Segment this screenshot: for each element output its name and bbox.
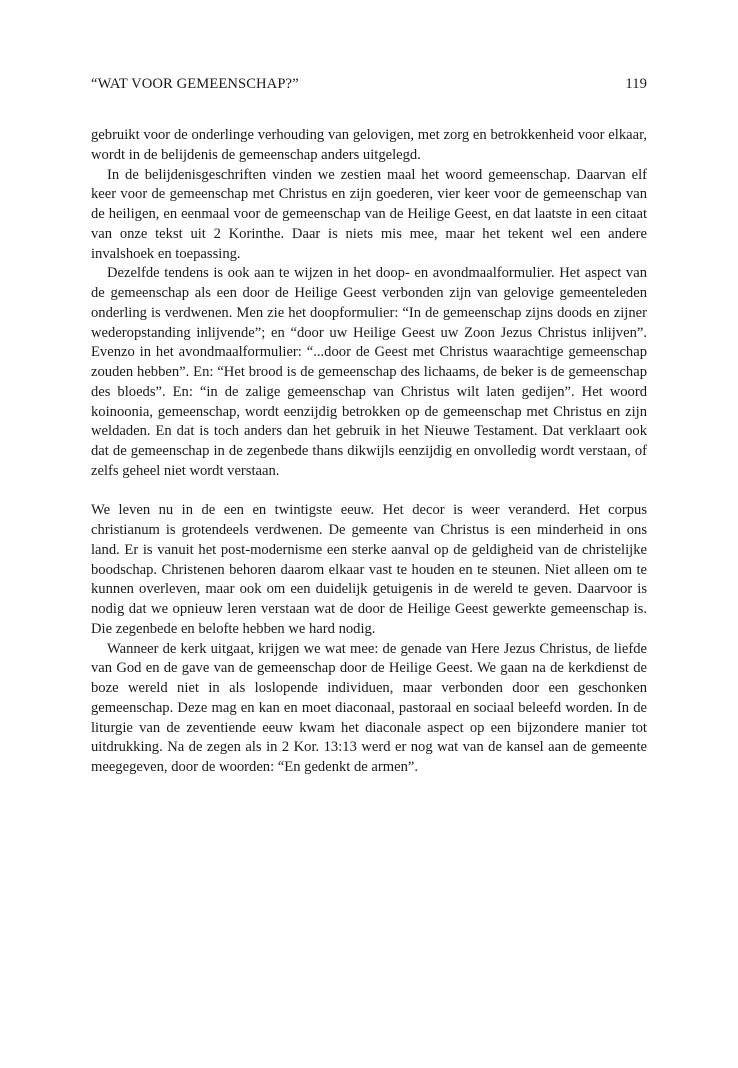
body-text xyxy=(91,126,647,778)
book-page xyxy=(91,76,647,778)
paragraph-eenentwintigste-eeuw: We leven nu in de een en twintigste eeuw. Het decor is weer veranderd. Het corpus christianum is grotendeels verdwenen. De gemeente van Christus is een minderheid in ons land. Er is vanuit het post-modernisme een sterke aanval op de geldigheid van de christelijke boodschap. Christenen behoren daarom elkaar vast te houden en te steunen. Niet alleen om te kunnen overleven, maar ook om een duidelijk getuigenis in de wereld te geven. Daarvoor is nodig dat we opnieuw leren verstaan wat de door de Heilige Geest gewerkte gemeenschap is. Die zegenbede en belofte hebben we hard nodig. xyxy=(91,502,647,637)
chapter-title: “WAT VOOR GEMEENSCHAP?” xyxy=(91,76,299,92)
paragraph-belijdenisgeschriften: In de belijdenisgeschriften vinden we zestien maal het woord gemeenschap. Daarvan elf keer voor de gemeenschap met Christus en zijn goederen, vier keer voor de gemeenschap van de heiligen, en eenmaal voor de gemeenschap van de Heilige Geest, en dat laatste in een citaat van onze tekst uit 2 Korinthe. Daar is niets mis mee, maar het tekent wel een andere invalshoek en toepassing. xyxy=(91,166,647,262)
running-head xyxy=(91,76,647,98)
paragraph-formulieren: Dezelfde tendens is ook aan te wijzen in het doop- en avondmaalformulier. Het aspect van de gemeenschap als een door de Heilige Geest verbonden zijn van gelovige gemeenteleden onderling is verdwenen. Men zie het doopformulier: “In de gemeenschap zijns doods en zijner wederopstanding inlijvende”; en “door uw Heilige Geest uw Zoon Jezus Christus inlijven”. Evenzo in het avondmaalformulier: “...door de Geest met Christus waarachtige gemeenschap zouden hebben”. En: “Het brood is de gemeenschap des lichaams, de beker is de gemeenschap des bloeds”. En: “in de zalige gemeenschap van Christus wilt laten gedijen”. Het woord koinoonia, gemeenschap, wordt eenzijdig betrokken op de gemeenschap met Christus en zijn weldaden. En dat is toch anders dan het gebruik in het Nieuwe Testament. Dat verklaart ook dat de gemeenschap in de zegenbede thans dikwijls eenzijdig en onvolledig wordt verstaan, of zelfs geheel niet wordt verstaan. xyxy=(91,265,647,479)
page-number: 119 xyxy=(625,76,647,92)
paragraph-continued: gebruikt voor de onderlinge verhouding van gelovigen, met zorg en betrokkenheid voor elkaar, wordt in de belijdenis de gemeenschap anders uitgelegd. xyxy=(91,127,647,163)
paragraph-kerk-uitgaat: Wanneer de kerk uitgaat, krijgen we wat mee: de genade van Here Jezus Christus, de liefde van God en de gave van de gemeenschap door de Heilige Geest. We gaan na de kerkdienst de boze wereld niet in als loslopende individuen, maar verbonden door een geschonken gemeenschap. Deze mag en kan en moet diaconaal, pastoraal en sociaal beleefd worden. In de liturgie van de zeventiende eeuw kwam het diaconale aspect op een bijzondere manier tot uitdrukking. Na de zegen als in 2 Kor. 13:13 werd er nog wat van de kansel aan de gemeente meegegeven, door de woorden: “En gedenkt de armen”. xyxy=(91,640,647,775)
